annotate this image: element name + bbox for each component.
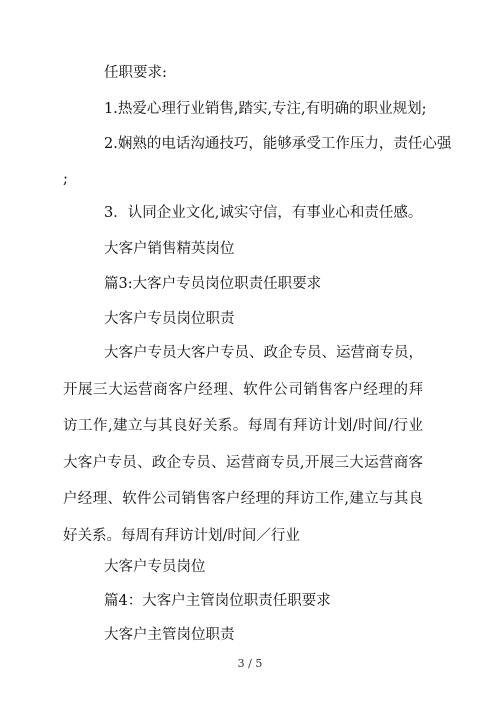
section-3-body: 大客户专员大客户专员、政企专员、运营商专员，开展三大运营商客户经理、软件公司销售客户经理的拜访工作,建立与其良好关系。每周有拜访计划/时间/行业大客户专员、政企专员、运营商专员,开展三大运营商客户经理、软件公司销售客户经理的拜访工作,建立与其良好关系。每周有拜访计划/时间／行业: [63, 345, 423, 544]
elite-position-label: 大客户销售精英岗位: [104, 241, 235, 257]
section-3-title: 篇3:大客户专员岗位职责任职要求: [104, 276, 322, 292]
section-4-subtitle: 大客户主管岗位职责: [104, 627, 235, 643]
requirement-item-2-continuation: ;: [63, 171, 68, 187]
requirement-item-2: 2.娴熟的电话沟通技巧，能够承受工作压力，责任心强: [104, 136, 452, 152]
requirement-item-1: 1.热爱心理行业销售,踏实,专注,有明确的职业规划;: [104, 101, 427, 117]
requirements-heading: 任职要求:: [104, 65, 167, 81]
section-3-subtitle: 大客户专员岗位职责: [104, 311, 235, 327]
section-4-title: 篇4：大客户主管岗位职责任职要求: [104, 593, 331, 609]
specialist-position-label: 大客户专员岗位: [104, 559, 206, 575]
requirement-item-3: 3．认同企业文化,诚实守信，有事业心和责任感。: [104, 205, 423, 221]
page-indicator: 3 / 5: [237, 657, 263, 670]
